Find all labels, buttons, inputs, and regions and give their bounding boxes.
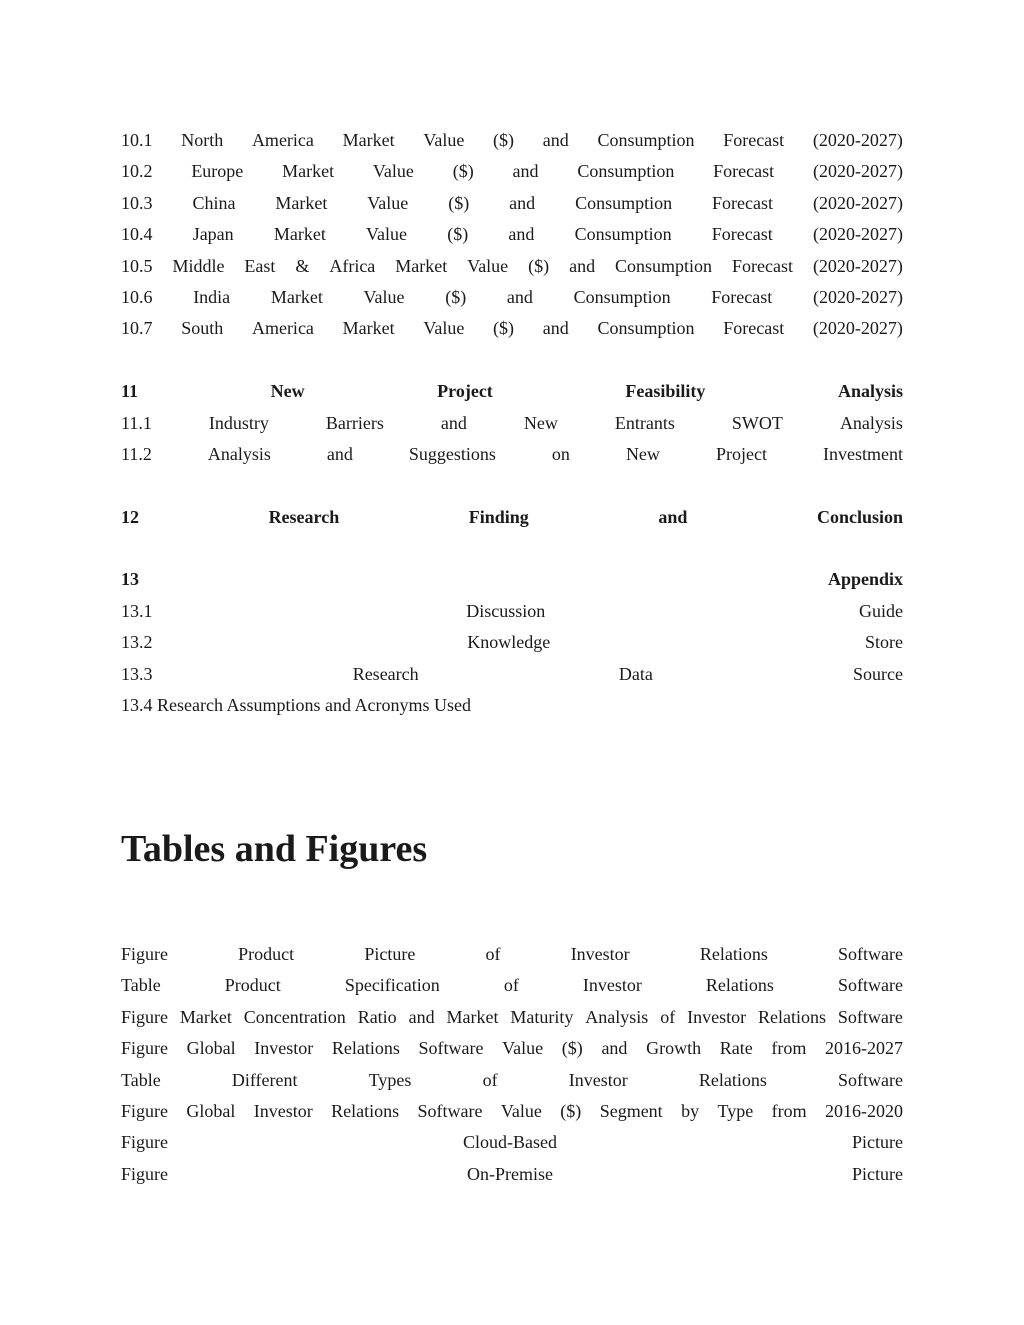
toc-word: Market — [273, 224, 326, 245]
figure-word: 2016-2027 — [825, 1038, 903, 1059]
figure-entry — [121, 1033, 903, 1064]
figure-word: Different — [231, 1069, 298, 1090]
figure-word: from — [771, 1038, 807, 1059]
toc-word: 10.7 — [121, 318, 153, 339]
toc-word: 12 — [121, 506, 139, 527]
toc-word: 10.3 — [121, 192, 153, 213]
figure-word: and — [408, 1006, 435, 1027]
toc-word: and — [542, 318, 569, 339]
section-spacer — [121, 470, 903, 501]
figure-word: Analysis — [585, 1006, 649, 1027]
figure-word: Relations — [698, 1069, 767, 1090]
figure-word: Table — [121, 1069, 161, 1090]
figure-word: of — [503, 975, 519, 996]
toc-entry — [121, 251, 903, 282]
toc-entry — [121, 439, 903, 470]
figure-word: Value — [502, 1038, 544, 1059]
toc-word: Consumption — [597, 318, 695, 339]
figure-word: Market — [179, 1006, 232, 1027]
toc-word: Research — [268, 506, 340, 527]
toc-word: Market — [270, 286, 323, 307]
toc-word: America — [251, 130, 314, 150]
toc-word: (2020-2027) — [812, 224, 903, 245]
toc-word: and — [509, 192, 536, 213]
figure-entry — [121, 1127, 903, 1158]
toc-word: and — [508, 224, 535, 245]
toc-entry — [121, 188, 903, 219]
toc-word: America — [251, 318, 314, 339]
toc-word: Discussion — [466, 600, 546, 621]
toc-entry — [121, 659, 903, 690]
toc-word: Consumption — [615, 255, 713, 276]
figure-word: Software — [837, 975, 903, 996]
toc-word: Market — [342, 318, 395, 339]
figure-entry — [121, 1159, 903, 1190]
figure-word: Concentration — [243, 1006, 346, 1027]
figure-word: Rate — [719, 1038, 753, 1059]
toc-word: ($) — [448, 192, 470, 213]
toc-section-heading — [121, 376, 903, 407]
figure-word: Software — [418, 1038, 484, 1059]
toc-word: Research — [352, 663, 419, 684]
figure-word: Types — [368, 1069, 412, 1090]
toc-word: Forecast — [711, 286, 773, 307]
figure-word: Investor — [253, 1100, 313, 1121]
toc-word: (2020-2027) — [812, 130, 903, 150]
toc-word: Project — [437, 381, 493, 402]
toc-section-heading — [121, 564, 903, 595]
toc-word: Value — [423, 318, 465, 339]
toc-word: 10.1 — [121, 130, 153, 150]
figure-entry — [121, 970, 903, 1001]
figure-word: Value — [500, 1100, 542, 1121]
toc-word: (2020-2027) — [812, 192, 903, 213]
toc-word: Value — [467, 255, 509, 276]
figure-word: Product — [224, 975, 281, 996]
figure-word: 2016-2020 — [824, 1100, 903, 1121]
figure-word: Relations — [331, 1100, 400, 1121]
toc-word: Market — [395, 255, 448, 276]
toc-word: 13.1 — [121, 600, 153, 621]
toc-entry — [121, 627, 903, 658]
toc-entry — [121, 219, 903, 250]
figure-word: Picture — [851, 1163, 903, 1184]
toc-word: 13.2 — [121, 632, 153, 653]
section-heading: Tables and Figures — [121, 828, 428, 870]
figure-word: Maturity — [510, 1006, 574, 1027]
toc-word: 11.2 — [121, 443, 152, 464]
toc-word: and — [542, 130, 569, 150]
toc-entry — [121, 408, 903, 439]
figure-word: of — [660, 1006, 676, 1027]
toc-word: New — [523, 412, 558, 433]
figure-word: Investor — [568, 1069, 628, 1090]
tables-and-figures-list — [121, 939, 903, 1190]
figure-word: Global — [186, 1038, 236, 1059]
figure-word: Relations — [705, 975, 774, 996]
toc-word: Project — [715, 443, 767, 464]
toc-word: South — [181, 318, 224, 339]
toc-word: Value — [363, 286, 405, 307]
toc-word: Appendix — [827, 569, 903, 590]
toc-word: Finding — [468, 506, 529, 527]
toc-word: ($) — [445, 286, 467, 307]
toc-word: Value — [367, 192, 409, 213]
figure-word: Relations — [758, 1006, 826, 1027]
toc-word: Consumption — [574, 224, 672, 245]
toc-word: 10.4 — [121, 224, 153, 245]
toc-word: Conclusion — [816, 506, 903, 527]
toc-word: Forecast — [711, 224, 773, 245]
figure-word: Market — [446, 1006, 499, 1027]
figure-word: and — [601, 1038, 628, 1059]
figure-word: Figure — [121, 1163, 168, 1184]
toc-word: 11.1 — [121, 412, 152, 433]
figure-entry — [121, 1002, 903, 1033]
figure-word: Figure — [121, 1132, 168, 1153]
toc-entry — [121, 156, 903, 187]
toc-word: Forecast — [723, 130, 785, 150]
figure-word: Figure — [121, 1100, 168, 1121]
figure-word: Growth — [646, 1038, 702, 1059]
toc-word: (2020-2027) — [812, 161, 903, 182]
toc-word: Consumption — [577, 161, 675, 182]
toc-word: 13.3 — [121, 663, 153, 684]
toc-word: Analysis — [837, 381, 903, 402]
toc-word: SWOT — [731, 412, 783, 433]
toc-word: Value — [423, 130, 465, 150]
figure-word: Software — [838, 944, 903, 964]
figure-word: Table — [121, 975, 161, 996]
figure-word: Cloud-Based — [463, 1132, 557, 1153]
toc-word: India — [193, 286, 231, 307]
toc-word: Japan — [192, 224, 234, 245]
toc-word: Forecast — [732, 255, 793, 276]
toc-word: Store — [864, 632, 903, 653]
toc-word: ($) — [528, 255, 550, 276]
toc-word: ($) — [493, 130, 515, 150]
toc-word: 10.6 — [121, 286, 153, 307]
figure-word: Picture — [852, 1132, 903, 1153]
toc-word: Value — [372, 161, 414, 182]
toc-word: (2020-2027) — [812, 255, 903, 276]
toc-word: Entrants — [614, 412, 675, 433]
toc-word: and — [512, 161, 539, 182]
toc-word: East — [244, 255, 276, 276]
figure-word: Software — [837, 1006, 903, 1027]
toc-entry — [121, 596, 903, 627]
toc-word: 10.2 — [121, 161, 153, 182]
toc-word: Feasibility — [625, 381, 706, 402]
toc-word: Forecast — [713, 161, 775, 182]
toc-word: New — [625, 443, 660, 464]
toc-word: Market — [275, 192, 328, 213]
toc-entry — [121, 125, 903, 156]
toc-entry — [121, 313, 903, 344]
toc-word: Investment — [822, 443, 903, 464]
toc-entry — [121, 690, 903, 721]
toc-word: Guide — [858, 600, 903, 621]
figure-word: by — [681, 1100, 700, 1121]
toc-word: ($) — [452, 161, 474, 182]
toc-word: 11 — [121, 381, 139, 402]
figure-word: Picture — [364, 944, 416, 964]
figure-entry — [121, 939, 903, 970]
section-spacer — [121, 533, 903, 564]
toc-word: 13.4 Research Assumptions and Acronyms Used — [121, 695, 471, 716]
figure-word: Investor — [582, 975, 642, 996]
figure-word: Segment — [599, 1100, 663, 1121]
toc-word: on — [551, 443, 570, 464]
toc-word: Analysis — [839, 412, 903, 433]
toc-word: Data — [618, 663, 653, 684]
toc-word: Europe — [191, 161, 244, 182]
toc-word: & — [295, 255, 310, 276]
toc-word: China — [192, 192, 236, 213]
toc-word: Value — [366, 224, 408, 245]
toc-word: and — [658, 506, 688, 527]
toc-word: Analysis — [207, 443, 271, 464]
figure-word: ($) — [560, 1100, 582, 1121]
figure-word: Product — [238, 944, 295, 964]
toc-word: Source — [853, 663, 903, 684]
toc-word: ($) — [493, 318, 515, 339]
toc-word: Consumption — [575, 192, 673, 213]
figure-word: Type — [717, 1100, 754, 1121]
figure-word: Ratio — [357, 1006, 397, 1027]
toc-word: 13 — [121, 569, 139, 590]
table-of-contents — [121, 125, 903, 721]
figure-word: ($) — [561, 1038, 583, 1059]
figure-word: Software — [417, 1100, 483, 1121]
toc-word: and — [326, 443, 353, 464]
toc-word: ($) — [447, 224, 469, 245]
figure-word: Investor — [570, 944, 630, 964]
figure-word: of — [482, 1069, 498, 1090]
figure-word: Relations — [331, 1038, 400, 1059]
toc-word: Forecast — [723, 318, 785, 339]
figure-word: from — [771, 1100, 807, 1121]
toc-word: North — [181, 130, 224, 150]
figure-word: Figure — [121, 1038, 168, 1059]
toc-word: Industry — [208, 412, 269, 433]
figure-word: Specification — [344, 975, 440, 996]
figure-word: Investor — [254, 1038, 314, 1059]
toc-word: Barriers — [325, 412, 384, 433]
figure-entry — [121, 1065, 903, 1096]
toc-entry — [121, 282, 903, 313]
toc-word: (2020-2027) — [812, 286, 903, 307]
toc-word: and — [440, 412, 467, 433]
figure-word: Relations — [699, 944, 768, 964]
figure-entry — [121, 1096, 903, 1127]
toc-word: Market — [282, 161, 335, 182]
toc-word: and — [506, 286, 533, 307]
figure-word: Global — [186, 1100, 236, 1121]
figure-word: On-Premise — [467, 1163, 553, 1184]
toc-word: Knowledge — [467, 632, 551, 653]
toc-word: Forecast — [712, 192, 774, 213]
toc-word: Consumption — [573, 286, 671, 307]
figure-word: of — [485, 944, 501, 964]
toc-word: Consumption — [597, 130, 695, 150]
figure-word: Investor — [687, 1006, 747, 1027]
figure-word: Figure — [121, 1006, 168, 1027]
section-spacer — [121, 345, 903, 376]
toc-word: Africa — [329, 255, 376, 276]
toc-word: Suggestions — [408, 443, 496, 464]
figure-word: Software — [838, 1069, 903, 1090]
toc-section-heading — [121, 502, 903, 533]
toc-word: Market — [342, 130, 395, 150]
toc-word: (2020-2027) — [812, 318, 903, 339]
toc-word: and — [569, 255, 596, 276]
toc-word: Middle — [172, 255, 225, 276]
figure-word: Figure — [121, 944, 168, 964]
toc-word: 10.5 — [121, 255, 153, 276]
toc-word: New — [270, 381, 305, 402]
